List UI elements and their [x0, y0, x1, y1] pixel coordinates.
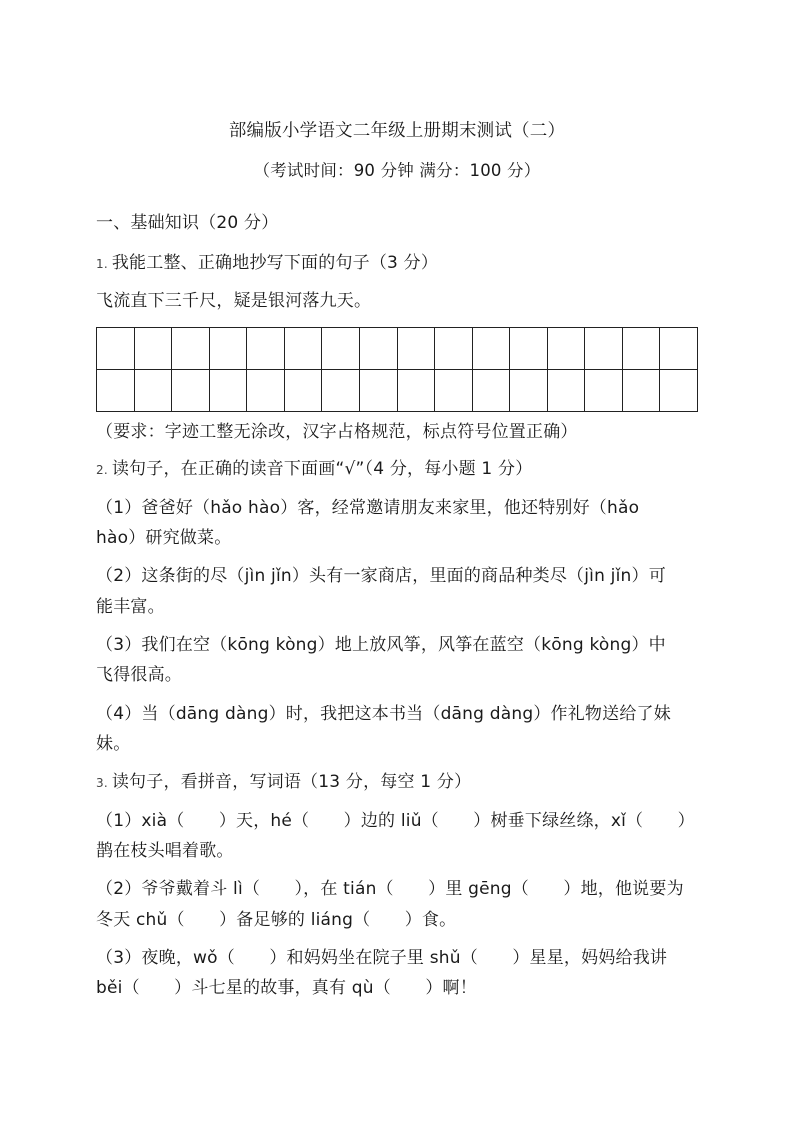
- writing-grid[interactable]: [96, 327, 698, 412]
- question-number: 1.: [96, 257, 108, 271]
- question-number: 3.: [96, 776, 108, 790]
- grid-cell[interactable]: [172, 328, 210, 370]
- grid-cell[interactable]: [585, 370, 623, 412]
- q2-item-3-line-1: （3）我们在空（kōng kòng）地上放风筝，风筝在蓝空（kōng kòng）中: [96, 635, 666, 655]
- question-text: 读句子，看拼音，写词语（13 分，每空 1 分）: [111, 772, 472, 792]
- grid-cell[interactable]: [622, 328, 660, 370]
- grid-cell[interactable]: [547, 370, 585, 412]
- grid-cell[interactable]: [472, 328, 510, 370]
- grid-cell[interactable]: [284, 370, 322, 412]
- q2-item-4-line-2: 妹。: [96, 734, 131, 754]
- copy-requirement: （要求：字迹工整无涂改，汉字占格规范，标点符号位置正确）: [96, 422, 578, 442]
- exam-subtitle: （考试时间：90 分钟 满分：100 分）: [253, 161, 541, 180]
- q2-item-2-line-1: （2）这条街的尽（jìn jǐn）头有一家商店，里面的商品种类尽（jìn jǐn）可: [96, 566, 666, 586]
- grid-cell[interactable]: [660, 328, 698, 370]
- q2-item-1-line-2: hào）研究做菜。: [96, 528, 232, 548]
- question-number: 2.: [96, 463, 108, 477]
- question-3: [96, 767, 706, 798]
- grid-cell[interactable]: [97, 370, 135, 412]
- grid-row: [97, 370, 698, 412]
- question-text: 读句子，在正确的读音下面画“√”（4 分，每小题 1 分）: [111, 459, 533, 479]
- grid-cell[interactable]: [322, 370, 360, 412]
- grid-cell[interactable]: [660, 370, 698, 412]
- q3-item-3-line-2: běi（ ）斗七星的故事，真有 qù（ ）啊！: [96, 978, 477, 998]
- question-text: 我能工整、正确地抄写下面的句子（3 分）: [111, 253, 439, 273]
- grid-cell[interactable]: [435, 370, 473, 412]
- grid-cell[interactable]: [172, 370, 210, 412]
- q3-item-2-line-2: 冬天 chǔ（ ）备足够的 liáng（ ）食。: [96, 910, 457, 930]
- question-2: [96, 454, 706, 485]
- q2-item-2-line-2: 能丰富。: [96, 597, 165, 617]
- q3-item-1-line-2: 鹊在枝头唱着歌。: [96, 841, 234, 861]
- grid-cell[interactable]: [209, 328, 247, 370]
- grid-cell[interactable]: [97, 328, 135, 370]
- question-1: [96, 248, 706, 279]
- grid-cell[interactable]: [322, 328, 360, 370]
- grid-cell[interactable]: [247, 370, 285, 412]
- grid-cell[interactable]: [397, 328, 435, 370]
- exam-title: 部编版小学语文二年级上册期末测试（二）: [228, 121, 566, 141]
- grid-cell[interactable]: [359, 370, 397, 412]
- q3-item-3-line-1: （3）夜晚，wǒ（ ）和妈妈坐在院子里 shǔ（ ）星星，妈妈给我讲: [96, 948, 668, 968]
- q2-item-4-line-1: （4）当（dāng dàng）时，我把这本书当（dāng dàng）作礼物送给了妹: [96, 704, 671, 724]
- grid-cell[interactable]: [585, 328, 623, 370]
- q3-item-2-line-1: （2）爷爷戴着斗 lì（ ），在 tián（ ）里 gēng（ ）地，他说要为: [96, 879, 684, 899]
- q2-item-3-line-2: 飞得很高。: [96, 665, 182, 685]
- grid-cell[interactable]: [510, 328, 548, 370]
- grid-cell[interactable]: [209, 370, 247, 412]
- grid-cell[interactable]: [134, 328, 172, 370]
- grid-row: [97, 328, 698, 370]
- grid-cell[interactable]: [472, 370, 510, 412]
- grid-cell[interactable]: [397, 370, 435, 412]
- grid-cell[interactable]: [359, 328, 397, 370]
- q2-item-1-line-1: （1）爸爸好（hǎo hào）客，经常邀请朋友来家里，他还特别好（hǎo: [96, 498, 640, 518]
- grid-cell[interactable]: [134, 370, 172, 412]
- grid-cell[interactable]: [247, 328, 285, 370]
- grid-cell[interactable]: [435, 328, 473, 370]
- copy-sentence: 飞流直下三千尺，疑是银河落九天。: [96, 291, 372, 311]
- grid-cell[interactable]: [284, 328, 322, 370]
- q3-item-1-line-1: （1）xià（ ）天，hé（ ）边的 liǔ（ ）树垂下绿丝绦，xǐ（ ）: [96, 811, 695, 831]
- grid-cell[interactable]: [622, 370, 660, 412]
- grid-cell[interactable]: [510, 370, 548, 412]
- section-heading: 一、基础知识（20 分）: [96, 213, 279, 233]
- grid-cell[interactable]: [547, 328, 585, 370]
